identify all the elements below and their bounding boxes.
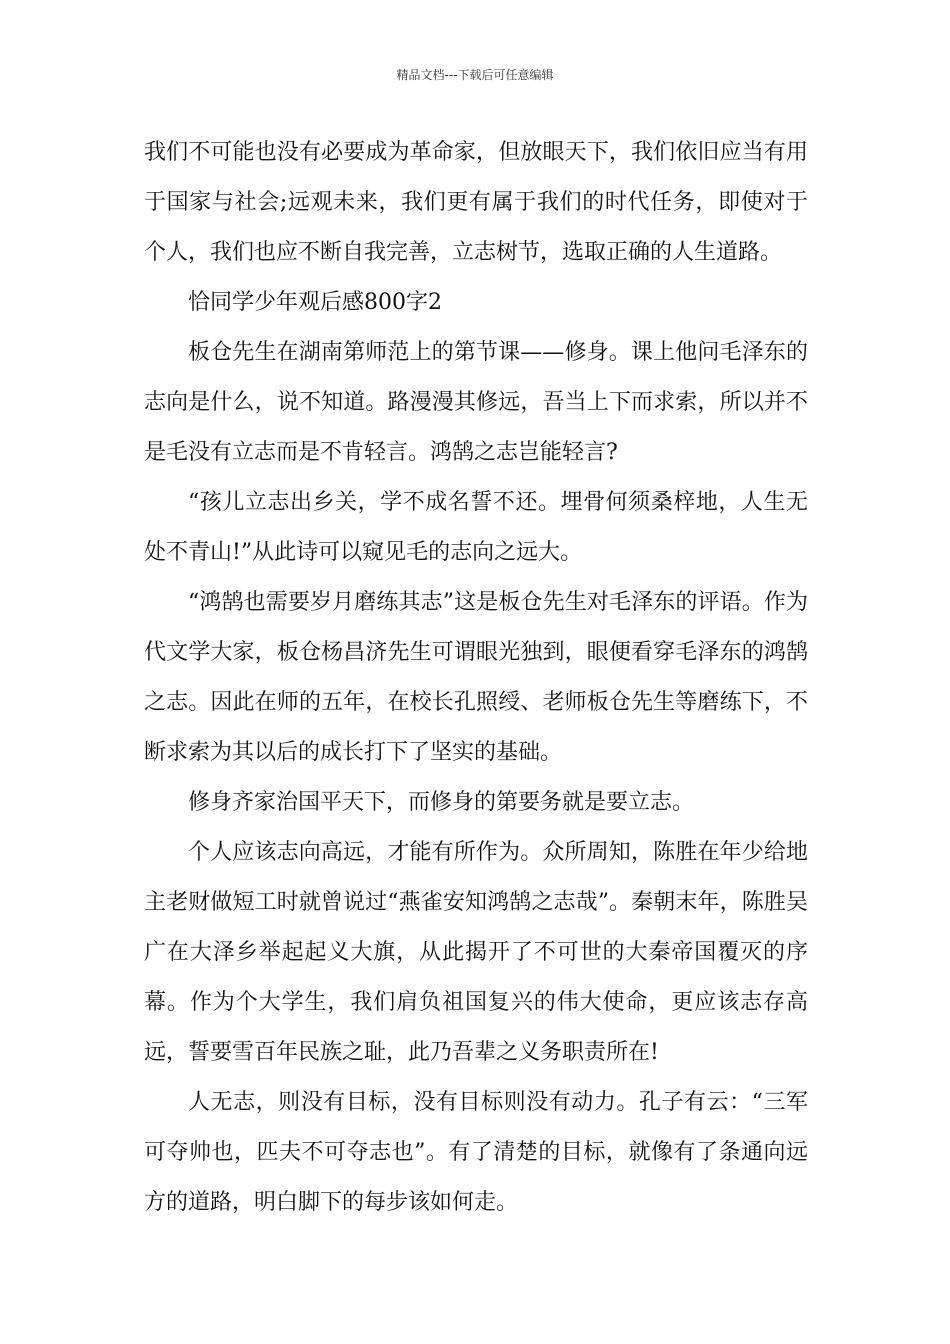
paragraph: 个人应该志向高远，才能有所作为。众所周知，陈胜在年少给地主老财做短工时就曾说过“燕雀安知鸿鹄之志哉”。秦朝末年，陈胜吴广在大泽乡举起起义大旗，从此揭开了不可世的大秦帝国覆灭的序幕。作为个大学生，我们肩负祖国复兴的伟大使命，更应该志存高远，誓要雪百年民族之耻，此乃吾辈之义务职责所在!: [144, 840, 808, 1065]
paragraph: 人无志，则没有目标，没有目标则没有动力。孔子有云：“三军可夺帅也，匹夫不可夺志也”。有了清楚的目标，就像有了条通向远方的道路，明白脚下的每步该如何走。: [144, 1090, 808, 1215]
paragraph: 我们不可能也没有必要成为革命家，但放眼天下，我们依旧应当有用于国家与社会;远观未来，我们更有属于我们的时代任务，即使对于个人，我们也应不断自我完善，立志树节，选取正确的人生道路。: [144, 140, 808, 265]
paragraph: 板仓先生在湖南第师范上的第节课——修身。课上他问毛泽东的志向是什么，说不知道。路漫漫其修远，吾当上下而求索，所以并不是毛没有立志而是不肯轻言。鸿鹄之志岂能轻言?: [144, 340, 808, 465]
paragraph: 修身齐家治国平天下，而修身的第要务就是要立志。: [188, 790, 695, 815]
paragraph: “孩儿立志出乡关，学不成名誓不还。埋骨何须桑梓地，人生无处不青山!”从此诗可以窥见毛的志向之远大。: [144, 490, 808, 565]
document-body: [144, 128, 808, 1228]
page-header: 精品文档---下载后可任意编辑: [396, 68, 554, 82]
section-title: 恰同学少年观后感800字2: [188, 290, 442, 315]
paragraph: “鸿鹄也需要岁月磨练其志”这是板仓先生对毛泽东的评语。作为代文学大家，板仓杨昌济先生可谓眼光独到，眼便看穿毛泽东的鸿鹄之志。因此在师的五年，在校长孔照绶、老师板仓先生等磨练下，不断求索为其以后的成长打下了坚实的基础。: [144, 590, 808, 765]
